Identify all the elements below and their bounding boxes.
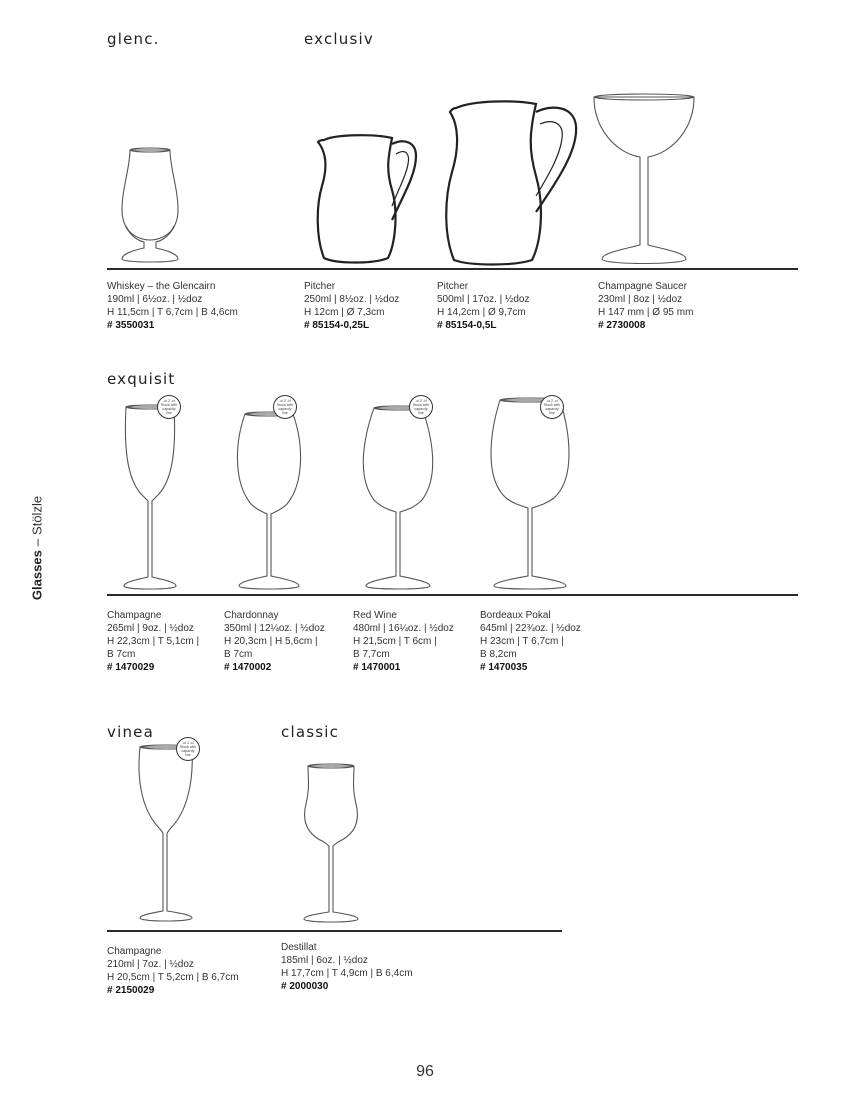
product-name: Chardonnay — [224, 610, 279, 621]
capacity-line-icon — [273, 395, 297, 419]
product-dimensions-cont: B 7cm — [107, 649, 136, 660]
section-title-classic: classic — [281, 723, 340, 741]
product-champagne-saucer — [598, 280, 693, 332]
exquisit-redwine-image — [360, 406, 436, 590]
product-pitcher-05 — [437, 280, 529, 332]
product-glencairn — [107, 280, 238, 332]
product-dimensions: H 17,7cm | T 4,9cm | B 6,4cm — [281, 968, 413, 979]
product-sku: # 3550031 — [107, 320, 155, 331]
product-capacity: 185ml | 6oz. | ½doz — [281, 955, 368, 966]
capacity-line-icon — [540, 395, 564, 419]
exquisit-chardonnay-image — [233, 412, 305, 590]
product-capacity: 350ml | 12¼oz. | ½doz — [224, 623, 325, 634]
product-dimensions: H 12cm | Ø 7,3cm — [304, 307, 385, 318]
product-dimensions-cont: B 8,2cm — [480, 649, 517, 660]
product-name: Pitcher — [437, 281, 469, 292]
capacity-badge-text: -cl 2 -cl Stock with capacity line — [412, 398, 430, 416]
product-capacity: 210ml | 7oz. | ½doz — [107, 959, 194, 970]
product-sku: # 1470002 — [224, 662, 272, 673]
side-label — [30, 496, 45, 600]
glencairn-glass-image — [112, 148, 188, 264]
section-title-exclusiv: exclusiv — [304, 30, 374, 48]
side-label-separator: – — [29, 538, 45, 547]
product-exquisit-champagne — [107, 609, 199, 674]
product-name: Champagne — [107, 946, 162, 957]
pitcher-05-image — [444, 100, 582, 266]
section-title-glenc: glenc. — [107, 30, 160, 48]
product-dimensions-cont: B 7,7cm — [353, 649, 390, 660]
product-dimensions: H 147 mm | Ø 95 mm — [598, 307, 694, 318]
divider-row-3 — [107, 930, 562, 932]
product-exquisit-redwine — [353, 609, 454, 674]
capacity-badge-text: -cl 2 -cl Stock with capacity line — [179, 740, 197, 758]
capacity-badge-text: -cl 2 -cl Stock with capacity line — [160, 398, 178, 416]
product-name: Bordeaux Pokal — [480, 610, 551, 621]
side-label-brand: Stölzle — [29, 495, 45, 535]
product-sku: # 1470035 — [480, 662, 528, 673]
capacity-line-icon — [176, 737, 200, 761]
product-capacity: 265ml | 9oz. | ½doz — [107, 623, 194, 634]
product-name: Champagne Saucer — [598, 281, 687, 292]
product-dimensions: H 14,2cm | Ø 9,7cm — [437, 307, 526, 318]
section-title-exquisit: exquisit — [107, 370, 176, 388]
product-dimensions: H 22,3cm | T 5,1cm | — [107, 636, 200, 647]
product-pitcher-025 — [304, 280, 399, 332]
capacity-badge-text: -cl 2 -cl Stock with capacity line — [543, 398, 561, 416]
capacity-line-icon — [409, 395, 433, 419]
product-exquisit-chardonnay — [224, 609, 325, 674]
product-name: Red Wine — [353, 610, 397, 621]
product-dimensions-cont: B 7cm — [224, 649, 253, 660]
divider-row-1 — [107, 268, 798, 270]
product-name: Whiskey – the Glencairn — [107, 281, 216, 292]
product-sku: # 2000030 — [281, 981, 329, 992]
product-capacity: 190ml | 6½oz. | ½doz — [107, 294, 203, 305]
product-dimensions: H 11,5cm | T 6,7cm | B 4,6cm — [107, 307, 238, 318]
product-name: Champagne — [107, 610, 162, 621]
product-vinea-champagne — [107, 945, 239, 997]
product-capacity: 230ml | 8oz | ½doz — [598, 294, 683, 305]
product-capacity: 500ml | 17oz. | ½doz — [437, 294, 530, 305]
section-title-vinea: vinea — [107, 723, 154, 741]
product-name: Pitcher — [304, 281, 336, 292]
product-dimensions: H 23cm | T 6,7cm | — [480, 636, 564, 647]
champagne-saucer-image — [592, 95, 696, 267]
exquisit-bordeaux-image — [488, 398, 572, 590]
product-dimensions: H 21,5cm | T 6cm | — [353, 636, 437, 647]
exquisit-champagne-image — [120, 405, 180, 591]
product-sku: # 2150029 — [107, 985, 155, 996]
product-capacity: 250ml | 8½oz. | ½doz — [304, 294, 400, 305]
capacity-line-icon — [157, 395, 181, 419]
page-number: 96 — [416, 1063, 434, 1080]
product-sku: # 1470029 — [107, 662, 155, 673]
product-capacity: 480ml | 16¼oz. | ½doz — [353, 623, 454, 634]
product-classic-destillat — [281, 941, 413, 993]
product-sku: # 85154-0,5L — [437, 320, 497, 331]
product-sku: # 85154-0,25L — [304, 320, 370, 331]
pitcher-025-image — [314, 134, 422, 264]
product-sku: # 2730008 — [598, 320, 646, 331]
side-label-category: Glasses — [29, 550, 45, 601]
capacity-badge-text: -cl 2 -cl Stock with capacity line — [276, 398, 294, 416]
product-capacity: 645ml | 22¾oz. | ½doz — [480, 623, 581, 634]
product-exquisit-bordeaux — [480, 609, 581, 674]
product-name: Destillat — [281, 942, 317, 953]
product-dimensions: H 20,5cm | T 5,2cm | B 6,7cm — [107, 972, 239, 983]
vinea-champagne-image — [136, 745, 196, 923]
product-sku: # 1470001 — [353, 662, 401, 673]
classic-destillat-image — [300, 764, 362, 924]
divider-row-2 — [107, 594, 798, 596]
product-dimensions: H 20,3cm | H 5,6cm | — [224, 636, 318, 647]
